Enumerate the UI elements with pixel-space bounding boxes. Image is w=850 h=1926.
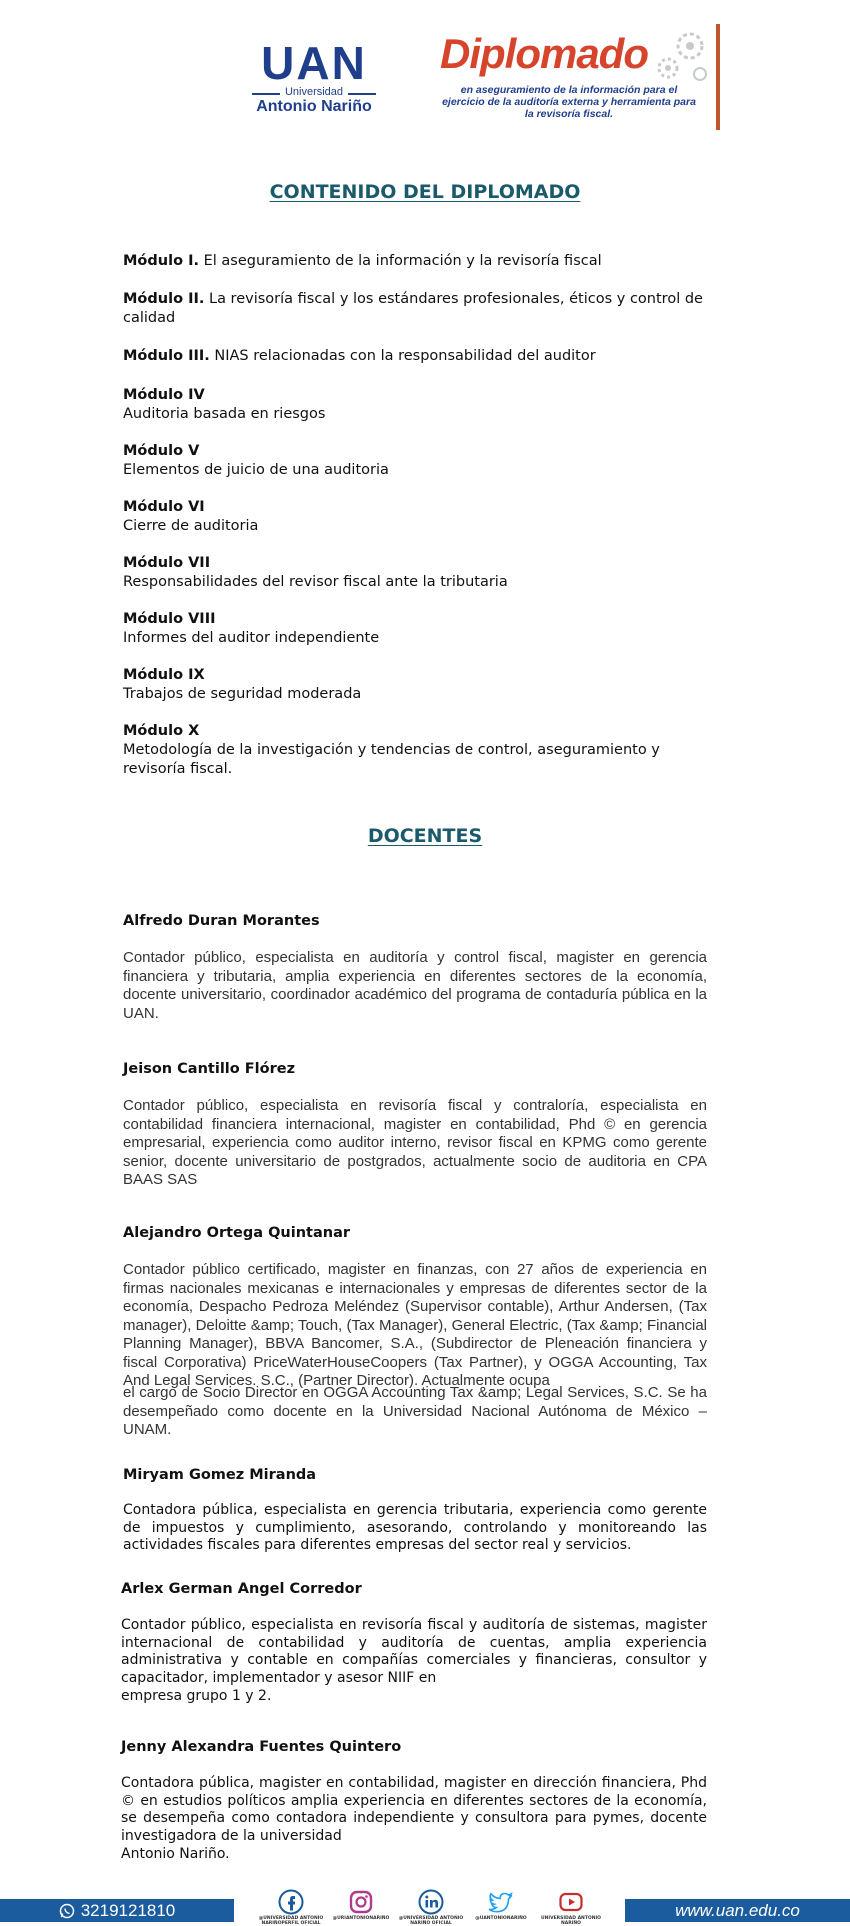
- diplomado-title: Diplomado: [440, 30, 648, 77]
- module-text: Metodología de la investigación y tendencias de control, aseguramiento y revisoría fiscal.: [123, 742, 660, 777]
- teacher-bio: Contador público, especialista en revisoría fiscal y auditoría de sistemas, magister internacional de contabilidad y auditoría de cuentas, amplia experiencia administrativa y contable en compañías comerciales y financieras, consultor y capacitador, implementador y asesor NIIF en: [121, 1617, 707, 1686]
- module-item: [123, 386, 723, 424]
- module-label: Módulo X: [123, 723, 200, 739]
- module-item: [123, 252, 723, 271]
- instagram-icon: [347, 1889, 375, 1915]
- phone-contact[interactable]: [0, 1899, 234, 1922]
- twitter-icon: [487, 1889, 515, 1915]
- linkedin-icon: [417, 1889, 445, 1915]
- teacher-bio: Contador público, especialista en revisoría fiscal y contraloría, especialista en contabilidad financiera internacional, magister en contabilidad, Phd © en gerencia empresarial, experiencia como auditor interno, revisor fiscal en KPMG como gerente senior, docente universitario de postgrados, actualmente socio de auditoria en CPA BAAS SAS: [123, 1097, 707, 1188]
- module-label: Módulo VI: [123, 499, 205, 515]
- module-text: Auditoria basada en riesgos: [123, 406, 326, 422]
- module-text: Informes del auditor independiente: [123, 630, 380, 646]
- module-item: [123, 610, 723, 648]
- social-instagram[interactable]: [328, 1889, 394, 1922]
- module-text: El aseguramiento de la información y la revisoría fiscal: [198, 253, 602, 269]
- teacher-bio-continued: el cargo de Socio Director en OGGA Accounting Tax &amp; Legal Services, S.C. Se ha desempeñado como docente en la Universidad Nacional Autónoma de México – UNAM.: [123, 1384, 707, 1438]
- uan-logo-rule-right: [348, 93, 376, 95]
- social-caption: @URIANTONIONARIÑO: [332, 1916, 390, 1921]
- module-label: Módulo VIII: [123, 611, 216, 627]
- teacher-bio: Contador público certificado, magister en finanzas, con 27 años de experiencia en firmas nacionales mexicanas e internacionales y empresas de diferentes sector de la economía, Despacho Pedroza Meléndez (Supervisor contable), Arthur Andersen, (Tax manager), Deloitte &amp; Touch, (Tax Manager), General Electric, (Tax &amp; Financial Planning Manager), BBVA Bancomer, S.A., (Subdirector de Pleneación financiera y fiscal Corporativa) PriceWaterHouseCoopers (Tax Partner), y OGGA Accounting, Tax And Legal Services. S.C., (Partner Director). Actualmente ocupa: [123, 1261, 707, 1389]
- social-caption: @UANTONIONARIÑO: [475, 1916, 527, 1921]
- diplomado-logo: [436, 22, 722, 130]
- website-link[interactable]: www.uan.edu.co: [625, 1899, 850, 1922]
- module-label: Módulo II.: [123, 291, 205, 307]
- module-text: Trabajos de seguridad moderada: [123, 686, 362, 702]
- teacher-name: Miryam Gomez Miranda: [123, 1467, 317, 1483]
- whatsapp-icon: [59, 1903, 75, 1919]
- uan-logo-sub: Universidad: [284, 86, 344, 98]
- diplomado-accent-bar: [716, 24, 720, 130]
- teacher-name: Jenny Alexandra Fuentes Quintero: [121, 1739, 402, 1755]
- module-label: Módulo IV: [123, 387, 205, 403]
- module-text: Cierre de auditoria: [123, 518, 259, 534]
- module-list: [123, 252, 723, 797]
- contenido-title: CONTENIDO DEL DIPLOMADO: [269, 181, 581, 203]
- module-item: [123, 290, 723, 328]
- teacher-bio-continued: Antonio Nariño.: [121, 1846, 230, 1862]
- module-item: [123, 666, 723, 704]
- phone-number: 3219121810: [80, 1901, 176, 1920]
- uan-logo-letters: UAN: [261, 37, 367, 89]
- module-item: [123, 498, 723, 536]
- social-links: [258, 1889, 604, 1926]
- module-label: Módulo IX: [123, 667, 205, 683]
- uan-logo: [246, 37, 382, 115]
- module-item: [123, 347, 723, 366]
- teacher-bio: Contador público, especialista en auditoría y control fiscal, magister en gerencia financiera y tributaria, amplia experiencia en diferentes sectores de la economía, docente universitario, coordinador académico del programa de contaduría pública en la UAN.: [123, 949, 707, 1022]
- social-youtube[interactable]: [538, 1889, 604, 1926]
- teacher-bio-continued: empresa grupo 1 y 2.: [121, 1688, 272, 1704]
- social-caption: @UNIVERSIDAD ANTONIO NARIÑO OFICIAL: [398, 1916, 464, 1926]
- teacher-name: Alfredo Duran Morantes: [123, 913, 320, 929]
- module-item: [123, 442, 723, 480]
- module-label: Módulo V: [123, 443, 200, 459]
- docentes-title: DOCENTES: [367, 825, 483, 847]
- uan-logo-name: Antonio Nariño: [256, 98, 372, 115]
- module-item: [123, 554, 723, 592]
- module-label: Módulo I.: [123, 253, 199, 269]
- social-caption: @UNIVERSIDAD ANTONIO NARIÑOPERFIL OFICIAL: [258, 1916, 324, 1926]
- footer-bar: [0, 1889, 850, 1926]
- social-twitter[interactable]: [468, 1889, 534, 1922]
- diplomado-subtitle: en aseguramiento de la información para el ejercicio de la auditoría externa y herramienta para la revisoría fiscal.: [442, 84, 696, 120]
- youtube-icon: [557, 1889, 585, 1915]
- module-text: Responsabilidades del revisor fiscal ante la tributaria: [123, 574, 508, 590]
- gears-icon: [650, 28, 712, 88]
- module-text: La revisoría fiscal y los estándares profesionales, éticos y control de calidad: [123, 291, 703, 326]
- module-label: Módulo III.: [123, 348, 210, 364]
- module-label: Módulo VII: [123, 555, 211, 571]
- module-item: [123, 722, 723, 779]
- social-caption: UNIVERSIDAD ANTONIO NARIÑO: [541, 1916, 601, 1926]
- teacher-bio: Contadora pública, magister en contabilidad, magister en dirección financiera, Phd © en estudios políticos amplia experiencia en diferentes sectores de la economía, se desempeña como contadora independiente y consultora para pymes, docente investigadora de la universidad: [121, 1775, 707, 1844]
- teacher-name: Arlex German Angel Corredor: [121, 1581, 362, 1597]
- teacher-name: Jeison Cantillo Flórez: [123, 1061, 296, 1077]
- facebook-icon: [277, 1889, 305, 1915]
- social-facebook[interactable]: [258, 1889, 324, 1926]
- module-text: NIAS relacionadas con la responsabilidad del auditor: [209, 348, 596, 364]
- teacher-bio: Contadora pública, especialista en gerencia tributaria, experiencia como gerente de impuestos y cumplimiento, asesorando, controlando y monitoreando las actividades fiscales para diferentes empresas del sector real y servicios.: [123, 1502, 707, 1553]
- social-linkedin[interactable]: [398, 1889, 464, 1926]
- teacher-name: Alejandro Ortega Quintanar: [123, 1225, 351, 1241]
- module-text: Elementos de juicio de una auditoria: [123, 462, 389, 478]
